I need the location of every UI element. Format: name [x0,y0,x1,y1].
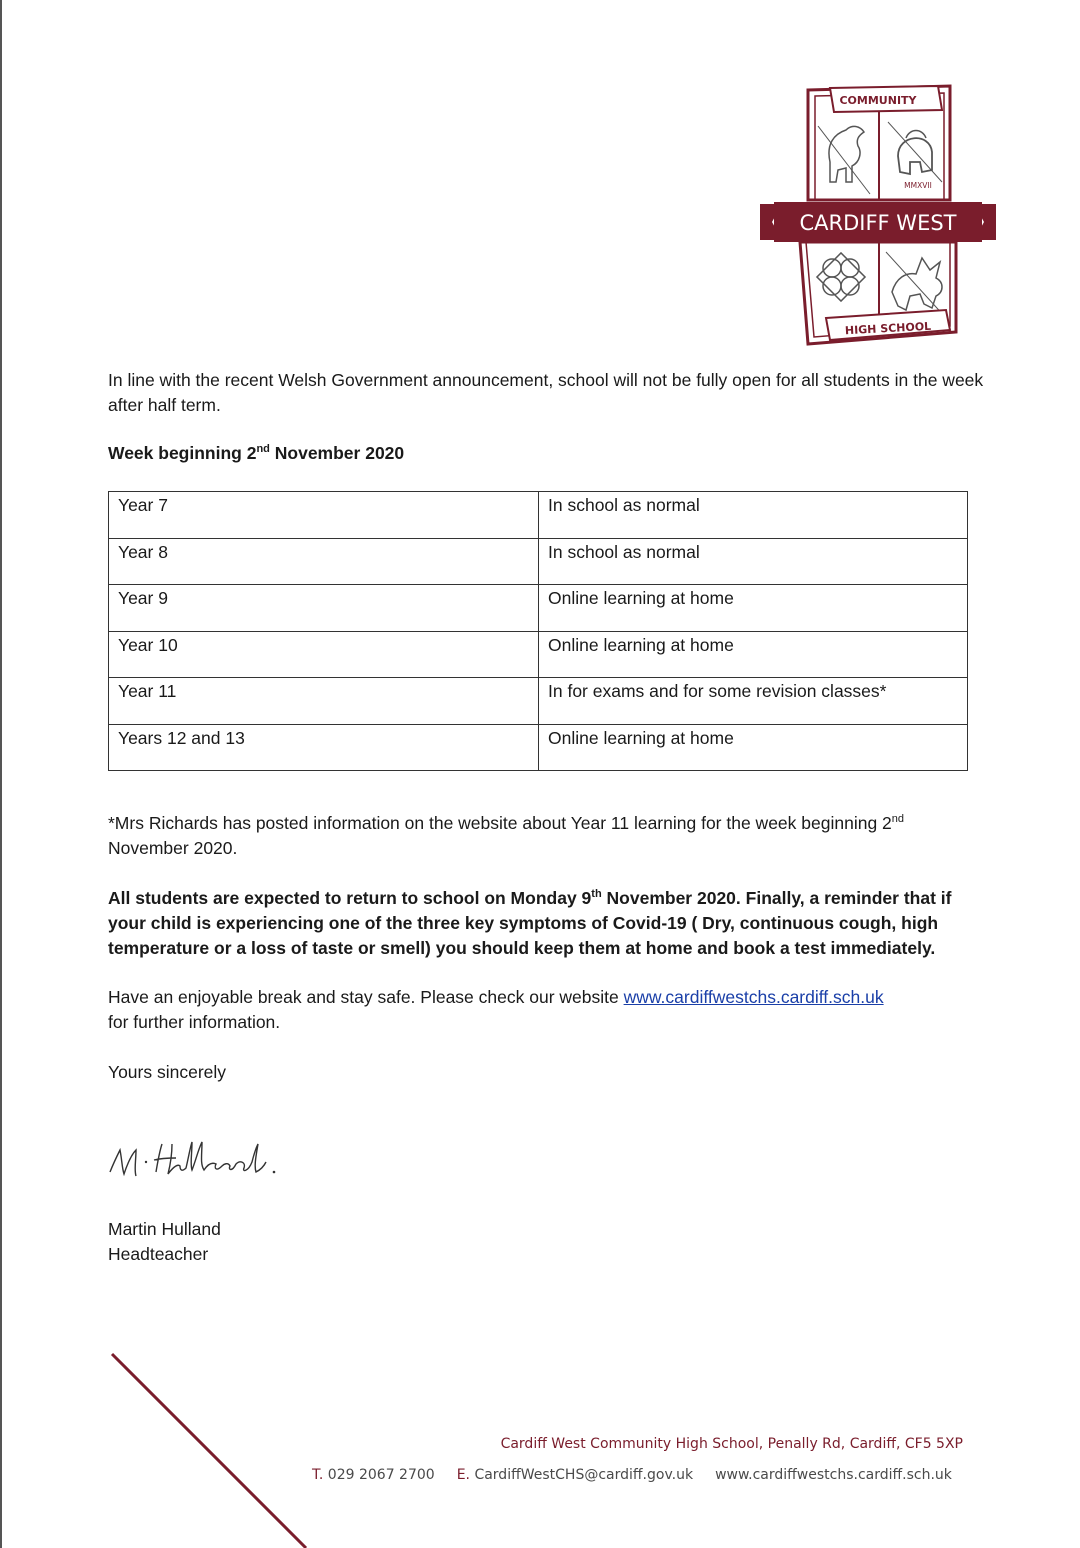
closing-salutation: Yours sincerely [108,1062,227,1082]
celtic-knot-icon [817,253,865,301]
intro-paragraph: In line with the recent Welsh Government announcement, school will not be fully open for all students in the week after half term. [108,370,984,415]
crest-bottom-text: HIGH SCHOOL [844,319,932,338]
year11-note [108,811,988,861]
week-heading-sup: nd [256,443,270,456]
year-cell: Year 8 [109,538,539,585]
status-cell: Online learning at home [539,631,968,678]
note-text-1: *Mrs Richards has posted information on the website about Year 11 learning for the week beginning 2 [108,813,892,833]
crest-banner-text: CARDIFF WEST [799,211,957,235]
website-paragraph [108,985,988,1035]
website-text-after: for further information. [108,1012,281,1032]
year-cell: Year 9 [109,585,539,632]
table-row [109,631,968,678]
footer-address: Cardiff West Community High School, Penally Rd, Cardiff, CF5 5XP [500,1436,963,1452]
email-label: E. [456,1467,470,1483]
decorative-diagonal-line [110,1352,310,1548]
website-link[interactable]: www.cardiffwestchs.cardiff.sch.uk [623,987,884,1007]
signer-name: Martin Hulland [108,1219,221,1239]
footer-web[interactable]: www.cardiffwestchs.cardiff.sch.uk [715,1467,952,1483]
return-notice [108,886,988,961]
year-cell: Year 7 [109,492,539,539]
schedule-table [108,491,968,771]
phone-label: T. [312,1467,324,1483]
signer-title: Headteacher [108,1244,209,1264]
note-sup: nd [891,813,905,826]
crest-numeral: MMXVII [904,181,932,190]
footer-contact [312,1467,952,1483]
year-cell: Year 10 [109,631,539,678]
return-sup: th [591,888,602,901]
footer-email[interactable]: CardiffWestCHS@cardiff.gov.uk [474,1467,694,1483]
status-cell: In for exams and for some revision classes* [539,678,968,725]
status-cell: Online learning at home [539,724,968,771]
status-cell: In school as normal [539,538,968,585]
return-text-2: November 2020. Finally, a reminder that if your child is experiencing one of the three key symptoms of Covid-19 ( Dry, continuous cough, high temperature or a loss of taste or smell) you should keep them at home and book a test immediately. [108,888,952,958]
status-cell: In school as normal [539,492,968,539]
dragon-icon [886,252,946,318]
horse-icon [818,126,870,194]
year-cell: Year 11 [109,678,539,725]
table-row [109,724,968,771]
table-row [109,492,968,539]
school-crest-logo [760,82,996,354]
crest-top-text: COMMUNITY [839,94,917,107]
status-cell: Online learning at home [539,585,968,632]
signature-image [106,1132,281,1187]
week-heading-suffix: November 2020 [269,443,405,463]
table-row [109,678,968,725]
return-text-1: All students are expected to return to school on Monday 9 [108,888,592,908]
week-heading-prefix: Week beginning 2 [108,443,257,463]
page-edge [0,0,2,1548]
table-row [109,538,968,585]
website-text-before: Have an enjoyable break and stay safe. Please check our website [108,987,624,1007]
helmet-icon [888,122,942,182]
year-cell: Years 12 and 13 [109,724,539,771]
week-heading [108,441,404,466]
note-text-2: November 2020. [108,838,238,858]
footer-phone: 029 2067 2700 [327,1467,435,1483]
table-row [109,585,968,632]
